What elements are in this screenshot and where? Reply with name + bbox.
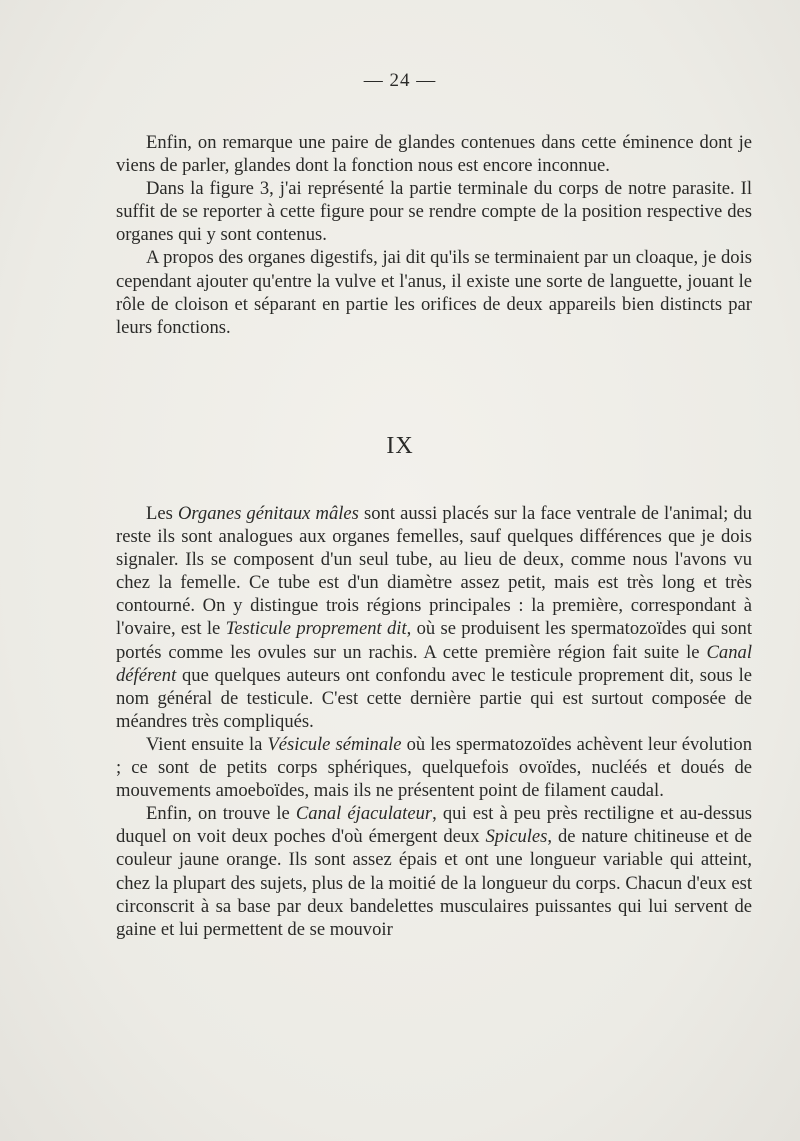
paragraph — [116, 802, 752, 941]
text-block-before-heading — [116, 131, 752, 339]
italic-term: Canal déférent — [116, 641, 752, 686]
text-run: que quelques auteurs ont confondu avec le testicule proprement dit, sous le nom général de testicule. C'est cette dernière partie qui est surtout composée de méandres très compliqués. — [116, 664, 752, 732]
paragraph — [116, 733, 752, 802]
italic-term: Spicules — [485, 826, 548, 848]
text-block-after-heading — [116, 502, 752, 941]
paragraph — [116, 177, 752, 246]
text-run: , qui est à peu près rectiligne et au-dessus duquel on voit deux poches d'où émergent deux — [116, 803, 752, 848]
section-heading: IX — [386, 433, 414, 459]
italic-term: Testicule proprement dit — [225, 618, 407, 640]
text-run: Les — [146, 503, 178, 524]
text-run: sont aussi placés sur la face ventrale de l'animal; du reste ils sont analogues aux organes femelles, sauf quelques différences que je dois signaler. Ils se composent d'un seul tube, au lieu de deux, comme nous l'avons vu chez la femelle. Ce tube est d'un diamètre assez petit, mais est très long et très contourné. On y distingue trois régions principales : la première, correspondant à l'ovaire, est le — [116, 503, 752, 640]
paragraph — [116, 502, 752, 733]
text-run: Dans la figure 3, j'ai représenté la partie terminale du corps de notre parasite. Il suffit de se reporter à cette figure pour se rendre compte de la position respective des organes qui y sont contenus. — [116, 178, 752, 246]
italic-term: Vésicule séminale — [267, 733, 402, 755]
page-number: — 24 — — [363, 70, 437, 91]
paragraph — [116, 246, 752, 338]
italic-term: Organes génitaux mâles — [177, 503, 359, 524]
text-run: Enfin, on remarque une paire de glandes contenues dans cette éminence dont je viens de parler, glandes dont la fonction nous est encore inconnue. — [116, 132, 752, 177]
text-run: , où se produisent les spermatozoïdes qui sont portés comme les ovules sur un rachis. A cette première région fait suite le — [116, 618, 752, 663]
text-run: où les spermatozoïdes achèvent leur évolution ; ce sont de petits corps sphériques, quelquefois ovoïdes, nucléés et doués de mouvements amoeboïdes, mais ils ne présentent point de filament caudal. — [116, 733, 752, 802]
text-run: , de nature chitineuse et de couleur jaune orange. Ils sont assez épais et ont une longueur variable qui atteint, chez la plupart des sujets, plus de la moitié de la longueur du corps. Chacun d'eux est circonscrit à sa base par deux bandelettes musculaires puissantes qui lui servent de gaine et lui permettent de se mouvoir — [116, 826, 753, 940]
text-run: A propos des organes digestifs, jai dit qu'ils se terminaient par un cloaque, je dois cependant ajouter qu'entre la vulve et l'anus, il existe une sorte de languette, jouant le rôle de cloison et séparant en partie les orifices de deux appareils bien distincts par leurs fonctions. — [116, 247, 752, 338]
paragraph — [116, 131, 752, 177]
text-run: Vient ensuite la — [146, 733, 268, 755]
text-run: Enfin, on trouve le — [146, 803, 296, 825]
italic-term: Canal éjaculateur — [295, 803, 433, 825]
